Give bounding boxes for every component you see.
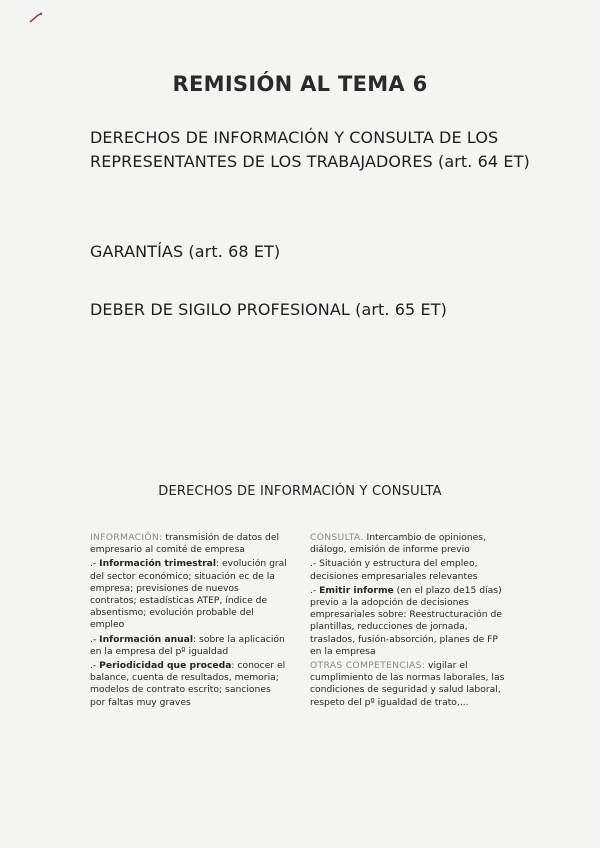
- item-bold: Periodicidad que proceda: [99, 660, 232, 672]
- item-bold: Emitir informe: [319, 584, 394, 596]
- item-text: : evolución gral del sector económico; situación ec de la empresa; previsiones de nuevos contratos; estadísticas ATEP, índice de absentismo; evolución probable del empleo: [90, 558, 287, 631]
- consultation-label: CONSULTA.: [310, 532, 364, 543]
- item-prefix: .-: [310, 558, 320, 570]
- item-text: (en el plazo de15 días) previo a la adopción de decisiones empresariales sobre: Reestructuración de plantillas, reducciones de jornada, traslados, fusión-absorción, planes de FP en la empresa: [310, 584, 503, 657]
- consultation-heading: [310, 532, 510, 556]
- page-title: REMISIÓN AL TEMA 6: [172, 72, 428, 96]
- information-definition: transmisión de datos del empresario al comité de empresa: [90, 532, 280, 556]
- pen-mark-icon: [28, 12, 44, 24]
- other-competences-label: OTRAS COMPETENCIAS:: [310, 660, 426, 672]
- information-heading: [90, 532, 288, 556]
- list-item: [90, 660, 288, 709]
- item-text: : sobre la aplicación en la empresa del pº igualdad: [90, 633, 285, 657]
- topic-professional-secrecy: DEBER DE SIGILO PROFESIONAL (art. 65 ET): [90, 300, 447, 319]
- item-text: Situación y estructura del empleo, decisiones empresariales relevantes: [310, 558, 478, 582]
- item-prefix: .-: [90, 660, 100, 672]
- item-bold: Información trimestral: [99, 558, 216, 570]
- information-label: INFORMACIÓN:: [90, 532, 163, 543]
- topic-guarantees: GARANTÍAS (art. 68 ET): [90, 242, 281, 261]
- item-prefix: .-: [90, 633, 100, 645]
- list-item: [310, 585, 510, 658]
- consultation-column: [310, 532, 510, 711]
- information-column: [90, 532, 288, 711]
- other-competences: [310, 660, 510, 709]
- item-text: : conocer el balance, cuenta de resultados, memoria; modelos de contrato escrito; sanciones por faltas muy graves: [90, 660, 286, 708]
- consultation-definition: Intercambio de opiniones, diálogo, emisión de informe previo: [310, 532, 487, 556]
- list-item: [90, 634, 288, 658]
- list-item: [90, 558, 288, 631]
- section-title: DERECHOS DE INFORMACIÓN Y CONSULTA: [158, 484, 442, 499]
- other-competences-text: vigilar el cumplimiento de las normas laborales, las condiciones de seguridad y salud laboral, respeto del pº igualdad de trato,...: [310, 660, 505, 708]
- item-prefix: .-: [90, 558, 100, 570]
- item-prefix: .-: [310, 584, 320, 596]
- list-item: [310, 558, 510, 582]
- topic-information-rights: DERECHOS DE INFORMACIÓN Y CONSULTA DE LOS REPRESENTANTES DE LOS TRABAJADORES (art. 64 ET): [90, 128, 530, 171]
- item-bold: Información anual: [99, 633, 194, 645]
